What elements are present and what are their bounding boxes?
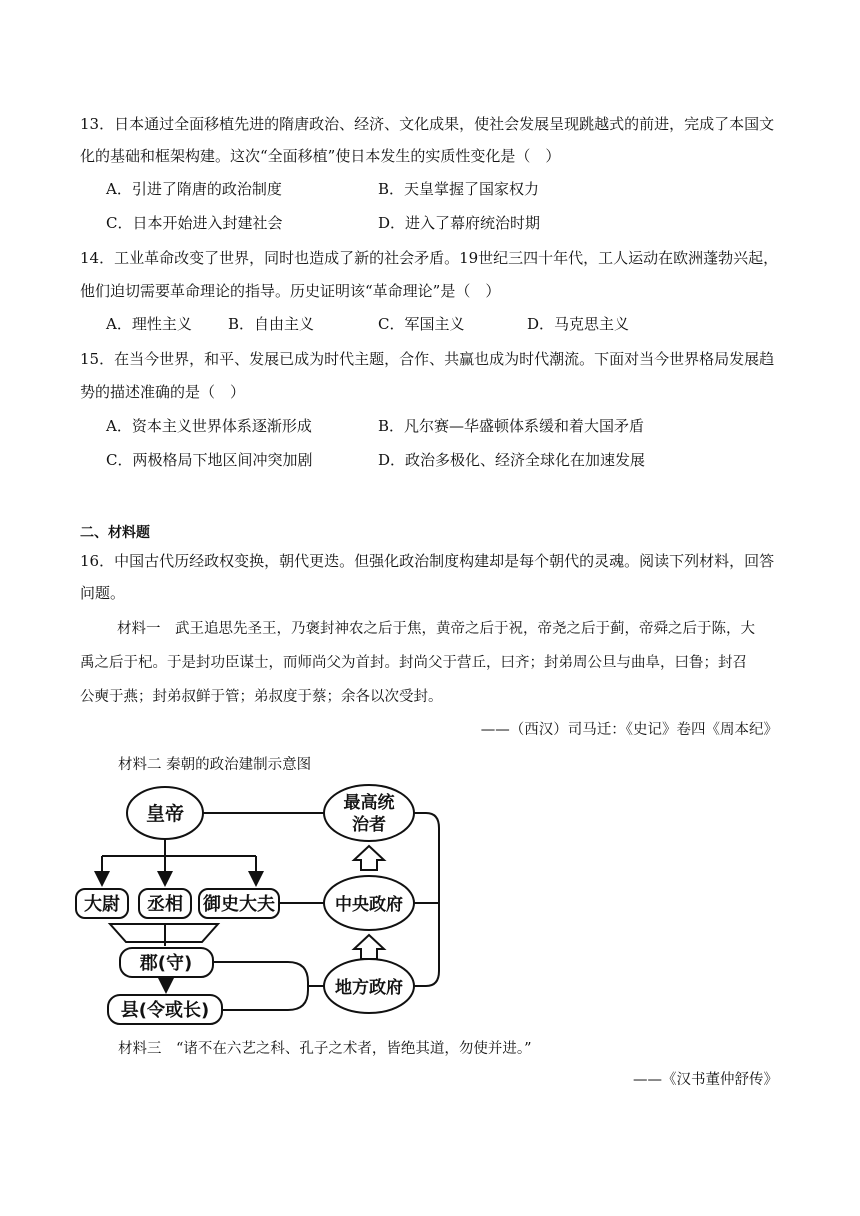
q13-stem-line2: 化的基础和框架构建。这次“全面移植”使日本发生的实质性变化是（ ） <box>80 147 561 165</box>
taiwei-label: 大尉 <box>84 894 120 915</box>
q16-stem-line2: 问题。 <box>80 584 126 602</box>
local-gov-label: 地方政府 <box>335 978 403 998</box>
material1-line3: 公奭于燕；封弟叔鲜于管；弟叔度于蔡；余各以次受封。 <box>80 689 443 705</box>
chengxiang-label: 丞相 <box>147 894 183 915</box>
material1-source: ——（西汉）司马迁：《史记》卷四《周本纪》 <box>480 722 778 738</box>
q16-stem-line1: 16．中国古代历经政权变换，朝代更迭。但强化政治制度构建却是每个朝代的灵魂。阅读下列材料，回答 <box>80 552 775 570</box>
supreme-ruler-label-1: 最高统 <box>343 793 395 813</box>
right-bracket <box>414 813 439 986</box>
q15-stem-line2: 势的描述准确的是（ ） <box>80 383 246 401</box>
central-gov-label: 中央政府 <box>335 895 403 915</box>
section-heading: 二、材料题 <box>80 525 150 541</box>
material2-caption: 材料二 秦朝的政治建制示意图 <box>118 757 312 773</box>
q13-option-b[interactable]: B．天皇掌握了国家权力 <box>378 180 540 198</box>
q14-stem-line2: 他们迫切需要革命理论的指导。历史证明该“革命理论”是（ ） <box>80 282 501 300</box>
up-arrow-icon <box>354 846 384 870</box>
xian-label: 县(令或长) <box>120 1000 210 1021</box>
q14-option-b[interactable]: B．自由主义 <box>228 315 315 333</box>
q13-option-c[interactable]: C．日本开始进入封建社会 <box>106 214 283 232</box>
up-arrow-icon <box>354 935 384 959</box>
q13-option-d[interactable]: D．进入了幕府统治时期 <box>378 214 541 232</box>
q14-option-a[interactable]: A．理性主义 <box>106 315 192 333</box>
q14-stem-line1: 14．工业革命改变了世界，同时也造成了新的社会矛盾。19世纪三四十年代，工人运动在欧洲蓬勃兴起， <box>80 249 779 267</box>
qin-political-structure-diagram <box>70 778 450 1033</box>
q15-option-b[interactable]: B．凡尔赛—华盛顿体系缓和着大国矛盾 <box>378 417 645 435</box>
material3-source: ——《汉书董仲舒传》 <box>633 1072 778 1088</box>
local-bracket <box>213 962 308 1010</box>
material1-line1: 材料一 武王追思先圣王，乃褒封神农之后于焦，黄帝之后于祝，帝尧之后于蓟，帝舜之后于陈，大 <box>117 621 755 637</box>
material3-text: 材料三 “诸不在六艺之科、孔子之术者，皆绝其道，勿使并进。” <box>118 1041 532 1057</box>
q15-option-a[interactable]: A．资本主义世界体系逐渐形成 <box>106 417 312 435</box>
q15-option-d[interactable]: D．政治多极化、经济全球化在加速发展 <box>378 451 646 469</box>
q14-option-d[interactable]: D．马克思主义 <box>527 315 630 333</box>
supreme-ruler-label-2: 治者 <box>352 815 386 835</box>
yushi-label: 御史大夫 <box>203 894 275 915</box>
q15-stem-line1: 15．在当今世界，和平、发展已成为时代主题，合作、共赢也成为时代潮流。下面对当今世界格局发展趋 <box>80 350 775 368</box>
q14-option-c[interactable]: C．军国主义 <box>378 315 465 333</box>
jun-label: 郡(守) <box>139 953 193 974</box>
material1-line2: 禹之后于杞。于是封功臣谋士，而师尚父为首封。封尚父于营丘，曰齐；封弟周公旦与曲阜，曰鲁；封召 <box>80 655 747 671</box>
q15-option-c[interactable]: C．两极格局下地区间冲突加剧 <box>106 451 313 469</box>
emperor-label: 皇帝 <box>145 803 185 825</box>
q13-stem-line1: 13．日本通过全面移植先进的隋唐政治、经济、文化成果，使社会发展呈现跳越式的前进，完成了本国文 <box>80 115 775 133</box>
q13-option-a[interactable]: A．引进了隋唐的政治制度 <box>106 180 282 198</box>
